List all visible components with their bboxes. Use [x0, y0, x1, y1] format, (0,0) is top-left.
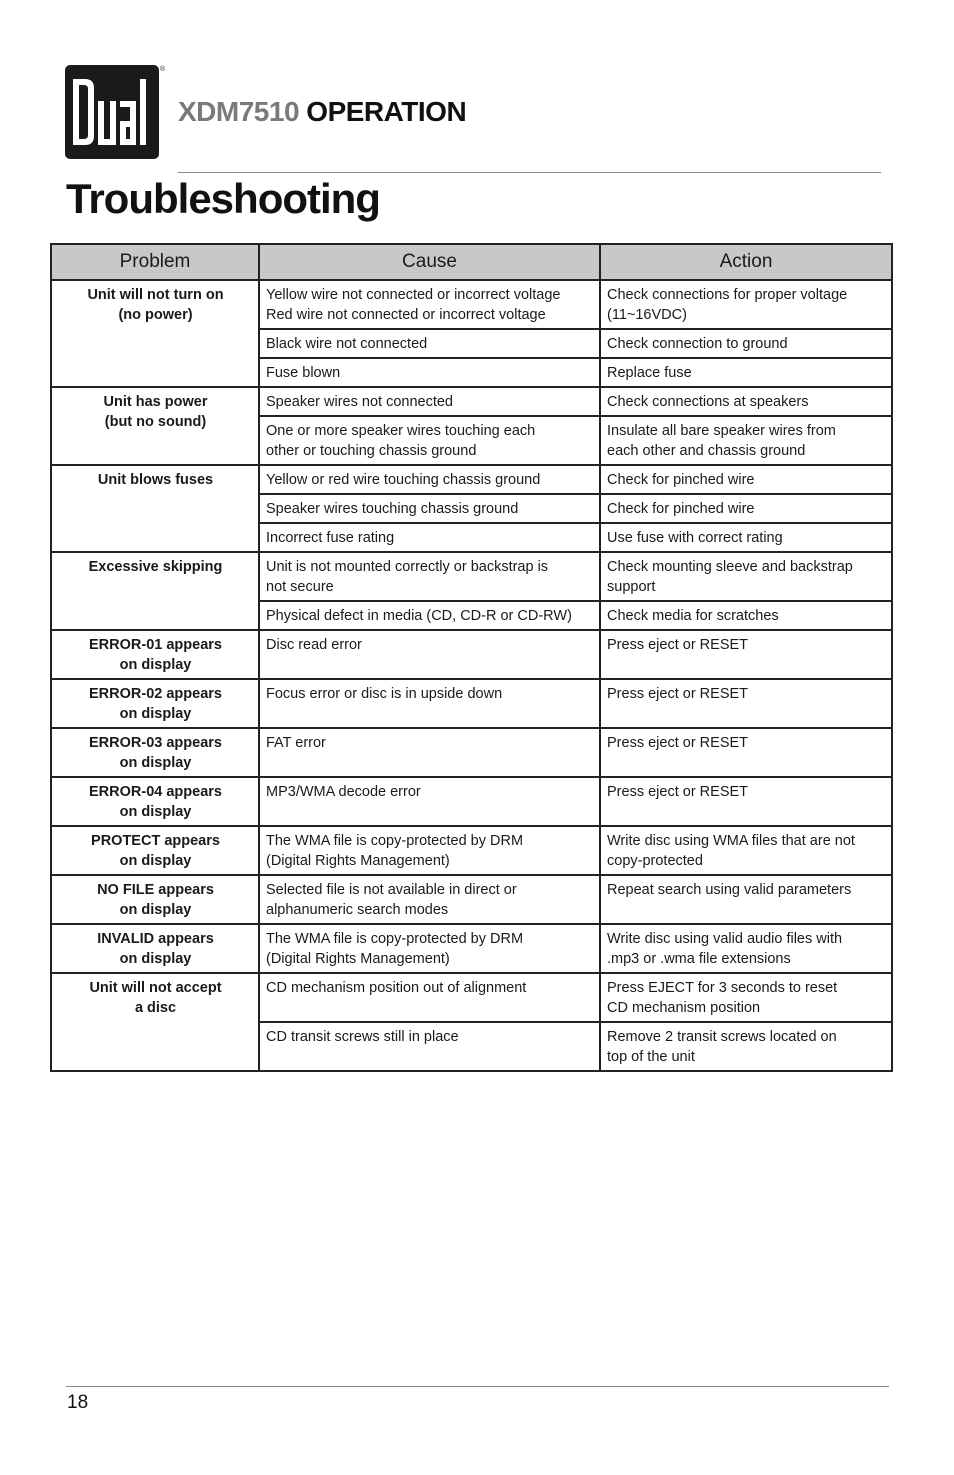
action-cell-line: Press EJECT for 3 seconds to reset — [607, 980, 838, 996]
problem-cell-line: on display — [119, 853, 192, 869]
action-cell-line: Check connections for proper voltage — [607, 287, 848, 303]
page-title: Troubleshooting — [66, 175, 380, 222]
model-name: XDM7510 — [178, 96, 300, 127]
page-number: 18 — [67, 1392, 89, 1413]
problem-cell-line: Unit will not accept — [89, 980, 222, 996]
action-cell-line: Write disc using WMA files that are not — [607, 833, 855, 849]
problem-cell — [51, 630, 259, 679]
problem-cell-line: on display — [119, 657, 192, 673]
problem-cell-line: on display — [119, 804, 192, 820]
cause-cell-line: Incorrect fuse rating — [266, 530, 395, 546]
problem-cell — [51, 973, 259, 1071]
action-cell-line: each other and chassis ground — [607, 443, 806, 459]
action-cell — [600, 630, 892, 679]
cause-cell-line: Disc read error — [266, 637, 362, 653]
action-cell — [600, 523, 892, 552]
cause-cell — [259, 280, 600, 329]
cause-cell-line: (Digital Rights Management) — [266, 951, 450, 967]
action-cell — [600, 416, 892, 465]
action-cell — [600, 494, 892, 523]
problem-cell — [51, 728, 259, 777]
cause-cell — [259, 601, 600, 630]
action-cell-line: CD mechanism position — [607, 1000, 761, 1016]
action-cell — [600, 358, 892, 387]
table-header-row — [51, 244, 892, 280]
dual-logo-mark — [65, 65, 159, 159]
cause-cell-line: other or touching chassis ground — [266, 443, 477, 459]
table-row — [51, 552, 892, 601]
action-cell — [600, 601, 892, 630]
action-cell-line: Press eject or RESET — [607, 735, 749, 751]
table-row — [51, 924, 892, 973]
cause-cell — [259, 826, 600, 875]
action-cell — [600, 329, 892, 358]
action-cell-line: Check mounting sleeve and backstrap — [607, 559, 853, 575]
problem-cell-line: on display — [119, 951, 192, 967]
action-cell-line: Check for pinched wire — [607, 472, 755, 488]
action-cell — [600, 465, 892, 494]
cause-cell — [259, 523, 600, 552]
action-cell-line: Insulate all bare speaker wires from — [607, 423, 836, 439]
action-cell-line: Check connection to ground — [607, 336, 788, 352]
cause-cell-line: not secure — [266, 579, 334, 595]
action-cell — [600, 875, 892, 924]
problem-cell-line: Unit will not turn on — [87, 287, 224, 303]
problem-cell-line: on display — [119, 902, 192, 918]
cause-cell — [259, 552, 600, 601]
problem-cell — [51, 875, 259, 924]
problem-cell-line: ERROR-02 appears — [89, 686, 222, 702]
table-row — [51, 465, 892, 494]
action-cell — [600, 280, 892, 329]
cause-cell-line: Speaker wires not connected — [266, 394, 453, 410]
action-cell-line: Replace fuse — [607, 365, 692, 381]
cause-cell-line: alphanumeric search modes — [266, 902, 449, 918]
cause-cell — [259, 924, 600, 973]
cause-cell-line: Red wire not connected or incorrect voltage — [266, 307, 546, 323]
action-cell-line: .mp3 or .wma file extensions — [607, 951, 791, 967]
cause-cell — [259, 777, 600, 826]
problem-cell — [51, 552, 259, 630]
problem-cell-line: a disc — [134, 1000, 177, 1016]
footer-divider — [66, 1386, 889, 1387]
action-cell-line: Check for pinched wire — [607, 501, 755, 517]
cause-cell — [259, 875, 600, 924]
problem-cell-line: (but no sound) — [104, 414, 207, 430]
action-cell — [600, 679, 892, 728]
action-cell-line: Press eject or RESET — [607, 784, 749, 800]
cause-cell-line: (Digital Rights Management) — [266, 853, 450, 869]
registered-mark: ® — [160, 66, 166, 73]
cause-cell — [259, 416, 600, 465]
header-problem: Problem — [51, 244, 259, 280]
action-cell-line: Press eject or RESET — [607, 637, 749, 653]
cause-cell — [259, 728, 600, 777]
action-cell — [600, 973, 892, 1022]
action-cell — [600, 387, 892, 416]
table-row — [51, 387, 892, 416]
problem-cell-line: Excessive skipping — [88, 559, 223, 575]
cause-cell-line: Yellow wire not connected or incorrect voltage — [266, 287, 561, 303]
problem-cell-line: ERROR-03 appears — [89, 735, 222, 751]
problem-cell-line: INVALID appears — [97, 931, 214, 947]
cause-cell-line: Physical defect in media (CD, CD-R or CD-RW) — [266, 608, 572, 624]
cause-cell-line: Focus error or disc is in upside down — [266, 686, 503, 702]
header-cause: Cause — [259, 244, 600, 280]
cause-cell-line: One or more speaker wires touching each — [266, 423, 536, 439]
problem-cell-line: Unit has power — [103, 394, 208, 410]
cause-cell-line: Selected file is not available in direct or — [266, 882, 517, 898]
dual-logo — [65, 65, 159, 159]
problem-cell-line: on display — [119, 755, 192, 771]
problem-cell — [51, 280, 259, 387]
action-cell-line: copy-protected — [607, 853, 703, 869]
table-row — [51, 875, 892, 924]
cause-cell-line: The WMA file is copy-protected by DRM — [266, 833, 524, 849]
cause-cell — [259, 1022, 600, 1071]
table-row — [51, 280, 892, 329]
cause-cell-line: CD mechanism position out of alignment — [266, 980, 527, 996]
problem-cell-line: NO FILE appears — [97, 882, 214, 898]
action-cell-line: support — [607, 579, 656, 595]
cause-cell-line: Speaker wires touching chassis ground — [266, 501, 519, 517]
action-cell-line: Write disc using valid audio files with — [607, 931, 843, 947]
table-row — [51, 630, 892, 679]
action-cell-line: Check connections at speakers — [607, 394, 809, 410]
table-row — [51, 826, 892, 875]
cause-cell-line: Unit is not mounted correctly or backstrap is — [266, 559, 549, 575]
problem-cell-line: PROTECT appears — [91, 833, 220, 849]
cause-cell-line: CD transit screws still in place — [266, 1029, 459, 1045]
cause-cell — [259, 494, 600, 523]
table-row — [51, 777, 892, 826]
cause-cell-line: The WMA file is copy-protected by DRM — [266, 931, 524, 947]
table-row — [51, 679, 892, 728]
problem-cell — [51, 826, 259, 875]
problem-cell — [51, 679, 259, 728]
action-cell — [600, 924, 892, 973]
problem-cell-line: ERROR-04 appears — [89, 784, 222, 800]
model-heading — [178, 96, 466, 128]
action-cell-line: (11~16VDC) — [607, 307, 687, 323]
cause-cell-line: Black wire not connected — [266, 336, 428, 352]
header-action: Action — [600, 244, 892, 280]
cause-cell — [259, 465, 600, 494]
cause-cell-line: Fuse blown — [266, 365, 341, 381]
problem-cell-line: on display — [119, 706, 192, 722]
action-cell-line: top of the unit — [607, 1049, 695, 1065]
section-name: OPERATION — [306, 96, 467, 127]
table-row — [51, 728, 892, 777]
action-cell-line: Remove 2 transit screws located on — [607, 1029, 837, 1045]
cause-cell — [259, 973, 600, 1022]
cause-cell-line: MP3/WMA decode error — [266, 784, 421, 800]
action-cell — [600, 1022, 892, 1071]
problem-cell — [51, 777, 259, 826]
problem-cell-line: Unit blows fuses — [97, 472, 214, 488]
cause-cell — [259, 358, 600, 387]
header-divider — [178, 172, 881, 173]
action-cell — [600, 826, 892, 875]
action-cell-line: Check media for scratches — [607, 608, 779, 624]
table-row — [51, 973, 892, 1022]
problem-cell-line: ERROR-01 appears — [89, 637, 222, 653]
cause-cell — [259, 329, 600, 358]
cause-cell-line: FAT error — [266, 735, 326, 751]
cause-cell — [259, 679, 600, 728]
action-cell — [600, 728, 892, 777]
troubleshooting-table — [50, 243, 893, 1072]
problem-cell-line: (no power) — [118, 307, 193, 323]
cause-cell — [259, 387, 600, 416]
problem-cell — [51, 924, 259, 973]
cause-cell-line: Yellow or red wire touching chassis ground — [266, 472, 541, 488]
cause-cell — [259, 630, 600, 679]
problem-cell — [51, 387, 259, 465]
action-cell-line: Repeat search using valid parameters — [607, 882, 852, 898]
action-cell — [600, 777, 892, 826]
action-cell-line: Press eject or RESET — [607, 686, 749, 702]
action-cell-line: Use fuse with correct rating — [607, 530, 783, 546]
problem-cell — [51, 465, 259, 552]
action-cell — [600, 552, 892, 601]
